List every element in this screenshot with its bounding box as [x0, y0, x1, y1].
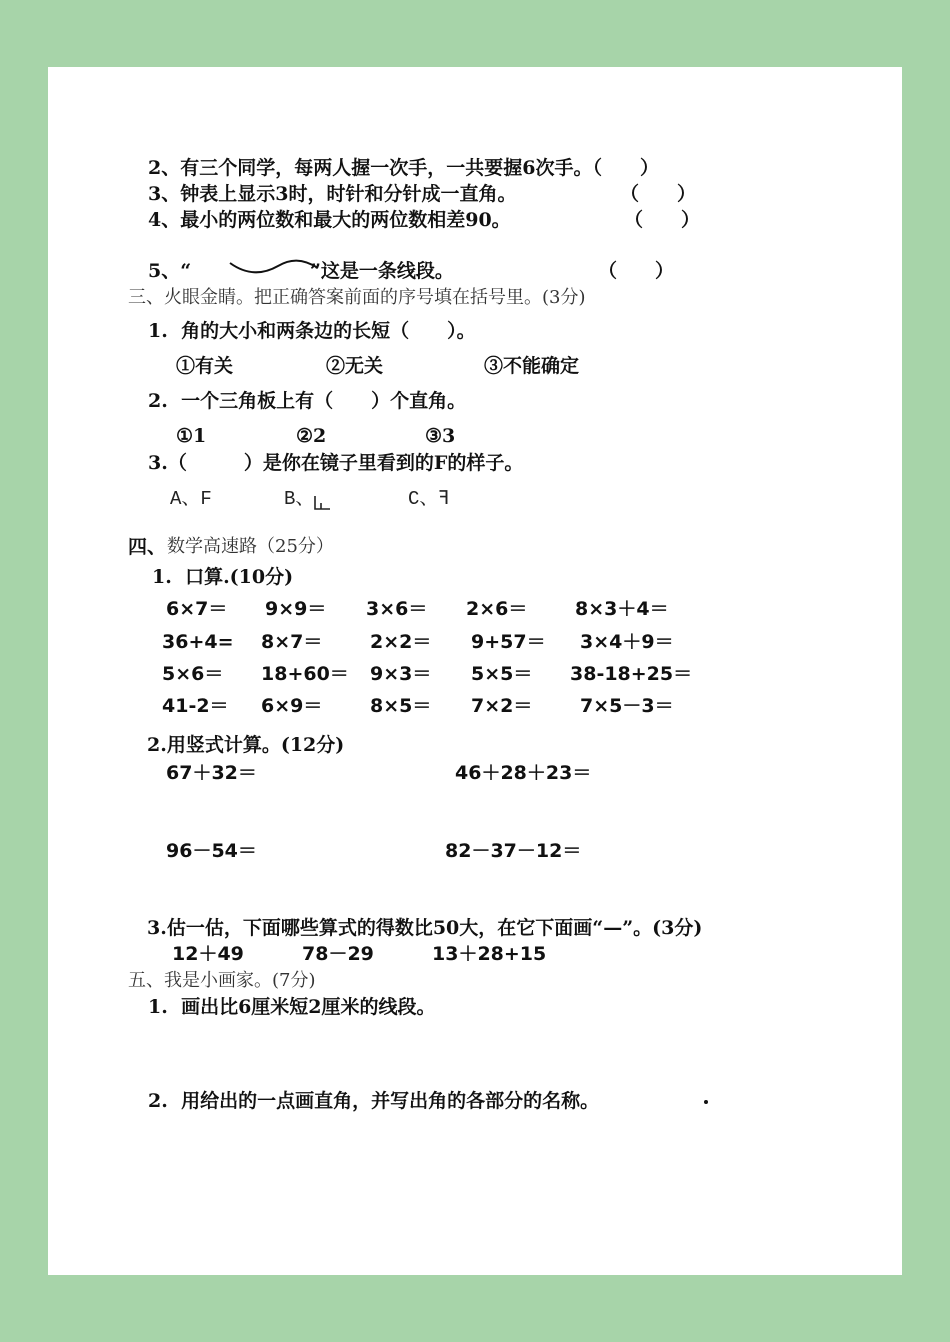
estimate-item: 13＋28+15	[432, 943, 547, 965]
oral-item: 8×5＝	[370, 695, 432, 717]
oral-item: 9×9＝	[265, 598, 327, 620]
oral-item: 8×3＋4＝	[575, 598, 669, 620]
judge-q5-open: 5、“	[148, 260, 192, 282]
judge-q5-paren: （ ）	[598, 260, 675, 282]
section3-q1-option-3: ③不能确定	[484, 355, 580, 377]
section4-title-prefix: 四、	[128, 536, 167, 558]
oral-item: 41-2＝	[162, 695, 229, 717]
oral-item: 2×6＝	[466, 598, 528, 620]
section3-q3: 3.（ ）是你在镜子里看到的F的样子。	[148, 452, 524, 474]
oral-item: 9×3＝	[370, 663, 432, 685]
upside-down-f-glyph	[312, 492, 332, 512]
estimate-title: 3.估一估，下面哪些算式的得数比50大，在它下面画“—”。(3分)	[147, 917, 703, 939]
oral-item: 36+4=	[162, 631, 234, 653]
oral-item: 6×7＝	[166, 598, 228, 620]
oral-calc-title: 1. 口算.(10分)	[152, 566, 294, 588]
vertical-item: 67＋32＝	[166, 762, 257, 784]
section3-q2-option-3: ③3	[425, 425, 456, 447]
oral-item: 9+57＝	[471, 631, 546, 653]
vertical-item: 96－54＝	[166, 840, 257, 862]
vertical-item: 82－37－12＝	[445, 840, 582, 862]
oral-item: 8×7＝	[261, 631, 323, 653]
section3-q2-option-1: ①1	[176, 425, 207, 447]
judge-q5-close: ”这是一条线段。	[310, 260, 454, 282]
oral-item: 7×2＝	[471, 695, 533, 717]
section4-title: 数学高速路（25分）	[167, 536, 334, 557]
oral-item: 3×4＋9＝	[580, 631, 674, 653]
wavy-line-figure	[228, 254, 320, 276]
oral-item: 2×2＝	[370, 631, 432, 653]
oral-item: 18+60＝	[261, 663, 349, 685]
oral-item: 38-18+25＝	[570, 663, 693, 685]
oral-item: 5×5＝	[471, 663, 533, 685]
vertical-calc-title: 2.用竖式计算。(12分)	[147, 734, 345, 756]
oral-item: 5×6＝	[162, 663, 224, 685]
given-point-marker	[704, 1100, 708, 1104]
section3-q1: 1. 角的大小和两条边的长短（ ）。	[148, 320, 476, 342]
judge-q4-paren: （ ）	[624, 209, 701, 231]
oral-item: 6×9＝	[261, 695, 323, 717]
section5-q2: 2. 用给出的一点画直角，并写出角的各部分的名称。	[148, 1090, 600, 1112]
section5-title: 五、我是小画家。(7分)	[128, 970, 316, 991]
oral-item: 7×5－3＝	[580, 695, 674, 717]
section3-q3-option-c: C、ꟻ	[408, 488, 450, 510]
section5-q1: 1. 画出比6厘米短2厘米的线段。	[148, 996, 436, 1018]
vertical-item: 46＋28＋23＝	[455, 762, 592, 784]
section3-title: 三、火眼金睛。把正确答案前面的序号填在括号里。(3分)	[128, 287, 586, 308]
judge-q3-paren: （ ）	[620, 183, 697, 205]
oral-item: 3×6＝	[366, 598, 428, 620]
section3-q2: 2. 一个三角板上有（ ）个直角。	[148, 390, 467, 412]
section3-q3-option-b: B、	[284, 488, 315, 510]
section3-q1-option-2: ②无关	[326, 355, 384, 377]
judge-q2: 2、有三个同学，每两人握一次手，一共要握6次手。（ ）	[148, 157, 659, 179]
section3-q2-option-2: ②2	[296, 425, 327, 447]
judge-q3: 3、钟表上显示3时，时针和分针成一直角。	[148, 183, 517, 205]
section3-q1-option-1: ①有关	[176, 355, 234, 377]
estimate-item: 12＋49	[172, 943, 244, 965]
judge-q4: 4、最小的两位数和最大的两位数相差90。	[148, 209, 511, 231]
estimate-item: 78－29	[302, 943, 374, 965]
section3-q3-option-a: A、F	[170, 488, 212, 510]
